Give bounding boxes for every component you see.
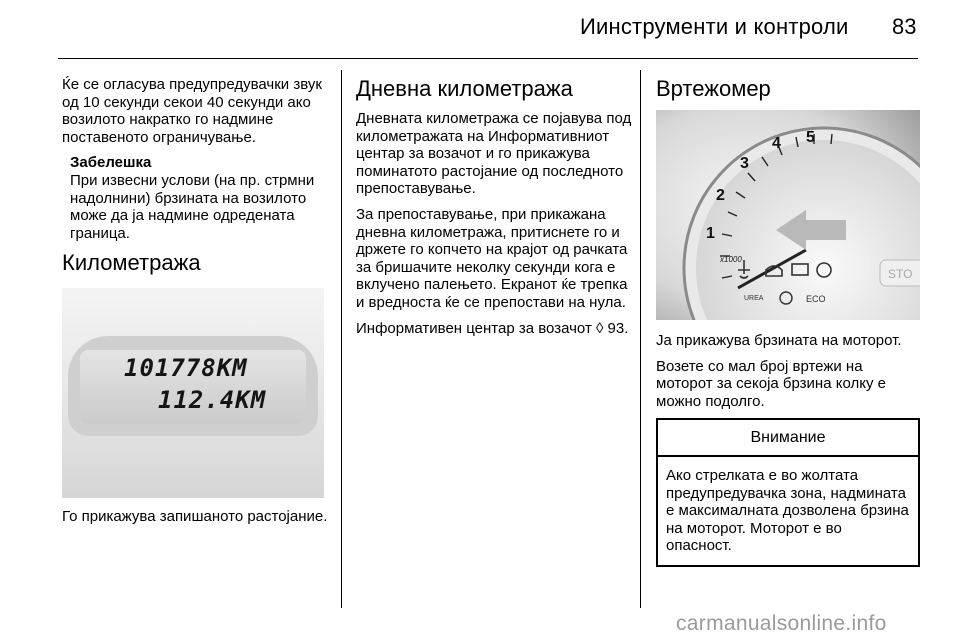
stop-label: STO [888, 267, 913, 281]
tacho-number-2: 2 [716, 187, 725, 204]
trip-odometer-heading: Дневна километража [356, 76, 573, 101]
odometer-total-readout: 101778KM [124, 354, 248, 383]
note-body: При извесни услови (на пр. стрмни надолнини) брзината на возилото може да ја надмине одредената граница. [70, 171, 315, 242]
trip-paragraph-1: Дневната километража се појавува под километражата на Информативниот центар за возачот и го прикажува поминатото растојание од последното препоставување. [356, 110, 632, 198]
odometer-caption: Го прикажува запишаното растојание. [62, 508, 328, 526]
column-left [62, 76, 332, 534]
column-middle [356, 76, 632, 345]
odometer-heading: Километража [62, 250, 201, 276]
column-divider-2 [640, 70, 641, 608]
tacho-number-3: 3 [740, 155, 749, 172]
tacho-number-5: 5 [806, 129, 815, 146]
note-block [70, 154, 332, 242]
page-number: 83 [892, 14, 917, 39]
odometer-trip-readout: 112.4KM [158, 386, 267, 415]
tachometer-illustration [656, 110, 920, 320]
intro-paragraph: Ќе се огласува предупредувачки звук од 10 секунди секои 40 секунди ако возилото накратко го надмине поставеното ограничување. [62, 76, 322, 146]
tachometer-paragraph-2: Возете со мал број вртежи на моторот за секоја брзина колку е можно подолго. [656, 357, 886, 410]
warning-body: Ако стрелката е во жолтата предупредувачка зона, надмината е максималната дозволена брзина на моторот. Моторот е во опасност. [666, 466, 909, 555]
column-right [656, 76, 922, 567]
tachometer-heading: Вртежомер [656, 76, 771, 101]
odometer-illustration [62, 288, 324, 498]
warning-box [656, 418, 920, 567]
site-watermark: carmanualsonline.info [676, 612, 887, 635]
column-divider-1 [341, 70, 342, 608]
tachometer-graphic [656, 110, 920, 320]
trip-paragraph-3: Информативен центар за возачот ◊ 93. [356, 319, 629, 337]
tacho-multiplier: x1000 [720, 255, 742, 264]
note-title: Забелешка [70, 154, 152, 172]
urea-label: UREA [744, 295, 764, 302]
eco-label: ECO [806, 294, 826, 304]
warning-title: Внимание [658, 420, 918, 457]
trip-paragraph-2: За препоставување, при прикажана дневна километража, притиснете го и држете го копчето на крајот од рачката за бришачите неколку секунди кога е вклучено палењето. Екранот ќе трепка и вредноста ќе се препостави на нула. [356, 205, 628, 311]
tacho-number-1: 1 [706, 225, 715, 242]
tacho-number-4: 4 [772, 135, 781, 152]
header-divider [58, 58, 918, 59]
page-title: Иинструменти и контроли [580, 14, 849, 39]
tachometer-paragraph-1: Ја прикажува брзината на моторот. [656, 332, 902, 349]
